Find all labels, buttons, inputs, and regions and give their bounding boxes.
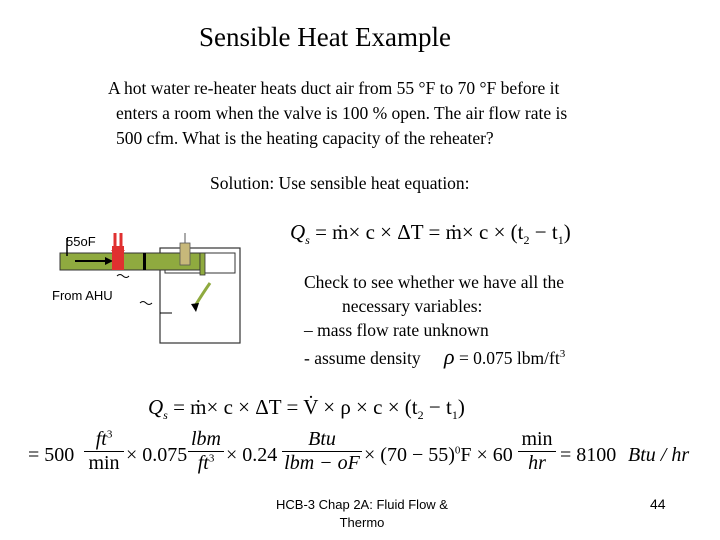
duct-outlet (200, 253, 205, 275)
sensible-heat-equation (290, 220, 571, 248)
eq3-unit: Btu / hr (628, 444, 690, 466)
problem-line-2: enters a room when the valve is 100 % open. The air flow rate is (116, 103, 568, 123)
supply-air-arrowhead (191, 303, 199, 312)
eq1-q: Q (290, 220, 306, 244)
coil-squiggle-1 (117, 275, 129, 278)
frac-min-per-hr (518, 428, 556, 475)
eq1-t2-sub: 2 (523, 233, 530, 248)
supply-air-curve (195, 283, 210, 306)
check-variables (304, 270, 634, 370)
inlet-temp-label: 55oF (66, 234, 96, 249)
eq3-btu: Btu (308, 428, 336, 450)
frac-lbm-per-ft3 (188, 428, 224, 475)
reheater-diagram (55, 228, 255, 348)
eq3-hr: hr (528, 452, 546, 474)
eq2-minus: − t (423, 395, 452, 419)
eq2-t1-sub: 1 (451, 408, 458, 423)
eq3-min: min (88, 452, 120, 474)
density-value: = 0.075 lbm/ft (458, 347, 560, 368)
eq3-temp: × $(70 - 55)^0F \times 60$ (364, 444, 513, 466)
eq1-close: ) (563, 220, 571, 244)
check-line-4: - assume density ρ = 0.075 lbm/$ft^3$ (304, 343, 566, 369)
check-line-3: – mass flow rate unknown (304, 320, 489, 340)
eq1-q-sub: s (305, 233, 310, 248)
eq2-close: ) (457, 395, 465, 419)
numeric-calculation (28, 428, 718, 488)
eq3-deg: 0 (454, 444, 461, 457)
footer (252, 496, 472, 532)
sensor-box (180, 243, 190, 265)
coil-squiggle-2 (140, 302, 152, 305)
footer-line-2: Thermo (339, 515, 385, 530)
page-number: 44 (650, 496, 666, 512)
eq3-500: = 500 (28, 444, 75, 466)
eq2-q: Q (148, 395, 164, 419)
density-exp: 3 (559, 348, 566, 360)
eq3-ft: ft (95, 428, 107, 450)
eq1-minus: − t (529, 220, 558, 244)
eq2-t2-sub: 2 (417, 408, 424, 423)
from-ahu-label: From AHU (52, 288, 113, 303)
eq1-t1-sub: 1 (557, 233, 564, 248)
problem-line-3: 500 cfm. What is the heating capacity of the reheater? (116, 128, 494, 148)
duct-damper (143, 253, 146, 270)
footer-line-1: HCB-3 Chap 2A: Fluid Flow & (276, 497, 448, 512)
eq3-result: = 8100 (560, 444, 617, 466)
check-line-1: Check to see whether we have all the (304, 272, 564, 292)
eq3-ft-exp: 3 (106, 428, 113, 441)
problem-statement (108, 76, 708, 151)
eq3-024: × 0.24 (226, 444, 278, 466)
eq3-min2: min (518, 428, 556, 452)
eq2-q-sub: s (163, 408, 168, 423)
frac-ft3-per-min (84, 428, 124, 475)
frac-btu-per-lbmF (282, 428, 362, 475)
slide-title: Sensible Heat Example (199, 22, 451, 52)
eq3-ft3: ft (197, 452, 209, 474)
problem-line-1: A hot water re-heater heats duct air from 55 °F to 70 °F before it (108, 78, 560, 98)
sensible-heat-equation-volumetric (148, 395, 465, 423)
check-line-2: necessary variables: (342, 296, 483, 316)
eq3-ft3-exp: 3 (208, 452, 215, 465)
eq3-lbm: lbm (191, 428, 221, 450)
eq3-0075: × 0.075 (126, 444, 188, 466)
density-symbol: ρ (444, 343, 455, 369)
solution-text: Solution: Use sensible heat equation: (210, 173, 470, 193)
eq1-body: = ṁ× c × ΔT = ṁ× c × (t (315, 220, 524, 244)
eq2-body: = ṁ× c × ΔT = V̇ × ρ × c × (t (173, 395, 418, 419)
eq3-f60: F × 60 (460, 444, 513, 466)
eq3-lbmf: lbm − oF (284, 452, 360, 474)
